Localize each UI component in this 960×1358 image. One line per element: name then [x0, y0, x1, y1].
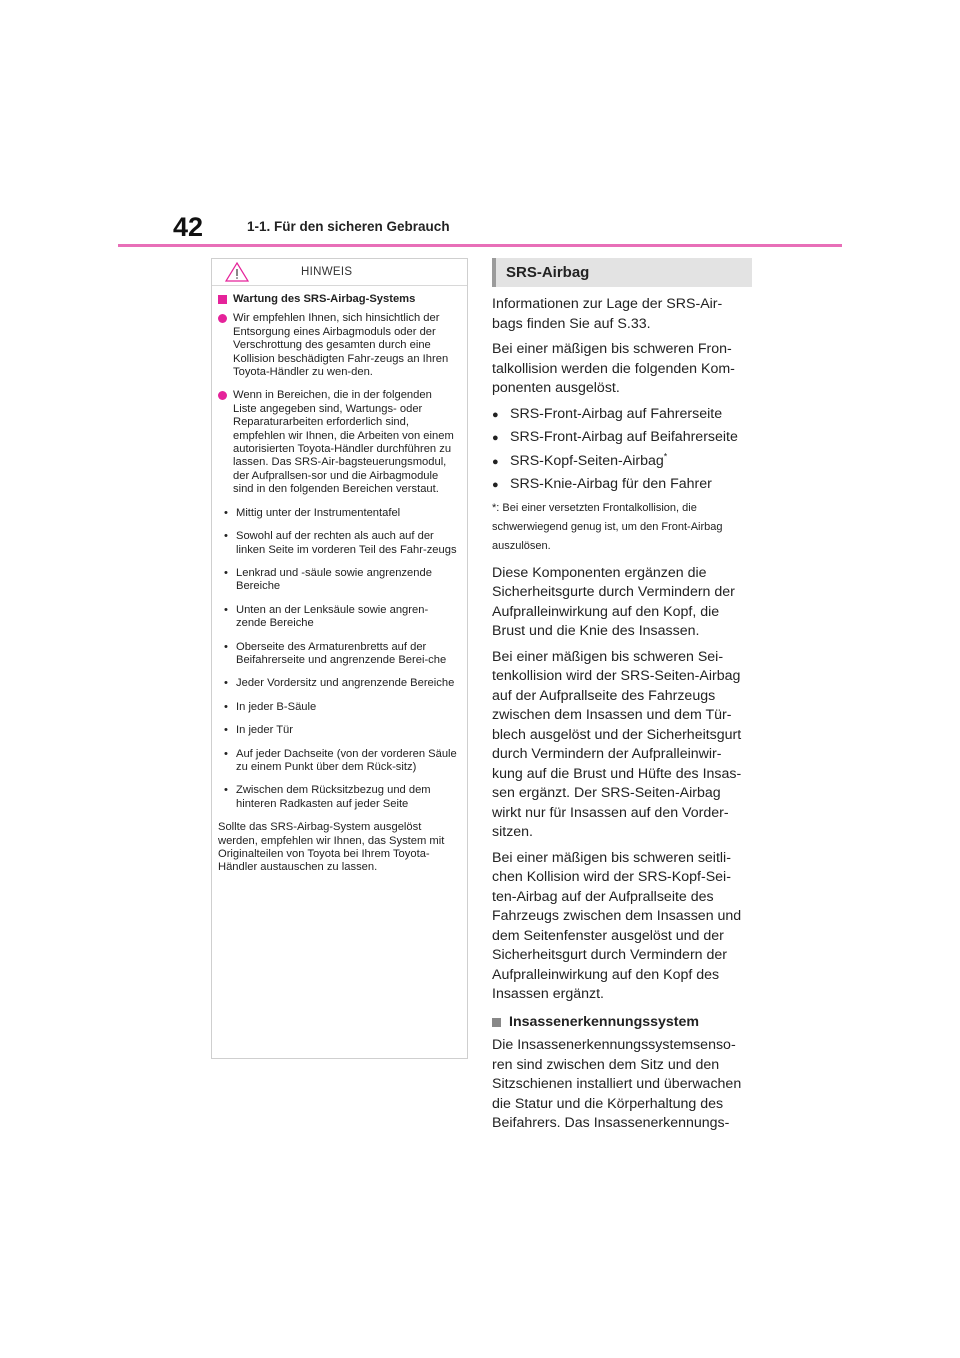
- filled-circle-icon: ●: [492, 479, 499, 491]
- square-bullet-icon: [218, 295, 227, 304]
- srs-paragraph-1: Diese Komponenten ergänzen die Sicherheitsgurte durch Vermindern der Aufpralleinwirkung auf den Kopf, die Brust und die Knie des Insassen.: [492, 564, 735, 639]
- footnote-marker: *: [663, 450, 668, 461]
- notice-heading-text: Wartung des SRS-Airbag-Systems: [233, 293, 416, 305]
- filled-circle-icon: ●: [492, 455, 499, 468]
- filled-circle-icon: ●: [492, 432, 499, 444]
- footnote-text: Bei einer versetzten Frontalkollision, die schwerwiegend genug ist, um den Front-Airbag auszulösen.: [492, 501, 723, 552]
- notice-item-text: Wenn in Bereichen, die in der folgenden Liste angegeben sind, Wartungs- oder Reparaturarbeiten erforderlich sind, empfehlen wir Ihnen, die Arbeiten von einem autorisierten Toyota-Händler durchführen zu lassen. Das SRS-Air-bagsteuerungsmodul, der Aufprallsen-sor und die Airbagmodule sind in den folgenden Bereichen verstaut.: [233, 389, 454, 496]
- list-item: • Oberseite des Armaturenbretts auf der Beifahrerseite und angrenzende Berei-che: [224, 640, 447, 666]
- list-item: • Mittig unter der Instrumententafel: [224, 506, 401, 519]
- srs-intro-1: Informationen zur Lage der SRS-Air-bags finden Sie auf S.33.: [492, 296, 723, 332]
- location-list: [218, 507, 457, 812]
- list-item: • Unten an der Lenksäule sowie angren-zende Bereiche: [224, 603, 429, 630]
- srs-paragraph-2: Bei einer mäßigen bis schweren Sei-tenkollision wird der SRS-Seiten-Airbag auf der Aufprallseite des Fahrzeugs zwischen dem Insassen und dem Tür-blech ausgelöst und der Sicherheitsgurt durch Vermindern der Aufpralleinwir-kung auf die Brust und Hüfte des Insas-sen ergänzt. Der SRS-Seiten-Airbag wirkt nur für Insassen auf den Vorder-sitzen.: [492, 648, 742, 840]
- warning-triangle-icon: [225, 262, 249, 282]
- list-item: • Sowohl auf der rechten als auch auf der linken Seite im vorderen Teil des Fahr-zeugs: [224, 530, 457, 556]
- notice-header: [212, 259, 467, 286]
- filled-circle-icon: ●: [492, 408, 499, 421]
- srs-section: [492, 258, 752, 1140]
- srs-body: [492, 295, 752, 1134]
- list-item: • Auf jeder Dachseite (von der vorderen Säule zu einem Punkt über dem Rück-sitz): [224, 747, 457, 773]
- notice-closing: Sollte das SRS-Airbag-System ausgelöst werden, empfehlen wir Ihnen, das System mit Originalteilen von Toyota bei Ihrem Toyota-Händler austauschen zu lassen.: [218, 821, 445, 874]
- list-item: • Lenkrad und -säule sowie angrenzende Bereiche: [224, 566, 432, 593]
- notice-item: [218, 312, 457, 379]
- sub-heading: Insassenerkennungssystem: [492, 1013, 752, 1033]
- circle-bullet-icon: [218, 314, 227, 323]
- notice-box: [211, 258, 468, 1059]
- srs-paragraph-3: Bei einer mäßigen bis schweren seitli-chen Kollision wird der SRS-Kopf-Sei-ten-Airbag auf der Aufprallseite des Fahrzeugs zwischen dem Insassen und dem Seitenfenster ausgelöst und der Sicherheitsgurt durch Vermindern der Aufpralleinwirkung auf den Kopf des Insassen ergänzt.: [492, 849, 742, 1002]
- list-item: • In jeder B-Säule: [224, 700, 317, 713]
- footnote: [492, 499, 752, 556]
- notice-item-text: Wir empfehlen Ihnen, sich hinsichtlich der Entsorgung eines Airbagmoduls oder der Verschrottung des gesamten durch eine Kollision beschädigten Fahr-zeugs an Ihren Toyota-Händler zu wen-den.: [233, 312, 449, 379]
- notice-label: HINWEIS: [301, 266, 353, 278]
- list-item: • Jeder Vordersitz und angrenzende Bereiche: [224, 677, 455, 690]
- square-bullet-icon: [492, 1018, 501, 1027]
- component-item: ● SRS-Kopf-Seiten-Airbag*: [492, 452, 752, 473]
- page-number: 42: [173, 212, 204, 242]
- notice-body: [212, 286, 467, 875]
- footnote-mark: *:: [492, 501, 500, 514]
- circle-bullet-icon: [218, 391, 227, 400]
- section-title: 1-1. Für den sicheren Gebrauch: [247, 219, 450, 234]
- srs-heading: SRS-Airbag: [492, 258, 752, 287]
- component-item: ● SRS-Front-Airbag auf Fahrerseite: [492, 405, 752, 426]
- notice-item: [218, 389, 457, 496]
- list-item: • In jeder Tür: [224, 724, 294, 737]
- list-item: • Zwischen dem Rücksitzbezug und dem hinteren Radkasten auf jeder Seite: [224, 784, 431, 810]
- header-rule: [118, 244, 842, 247]
- component-item: ● SRS-Front-Airbag auf Beifahrerseite: [492, 428, 752, 449]
- notice-heading: [218, 293, 457, 306]
- srs-intro-2: Bei einer mäßigen bis schweren Fron-talkollision werden die folgenden Kom-ponenten ausgelöst.: [492, 341, 735, 396]
- srs-paragraph-4: Die Insassenerkennungssystemsenso-ren sind zwischen dem Sitz und den Sitzschienen installiert und überwachen die Statur und die Körperhaltung des Beifahrers. Das Insassenerkennungs-: [492, 1037, 742, 1131]
- component-item: ● SRS-Knie-Airbag für den Fahrer: [492, 475, 752, 496]
